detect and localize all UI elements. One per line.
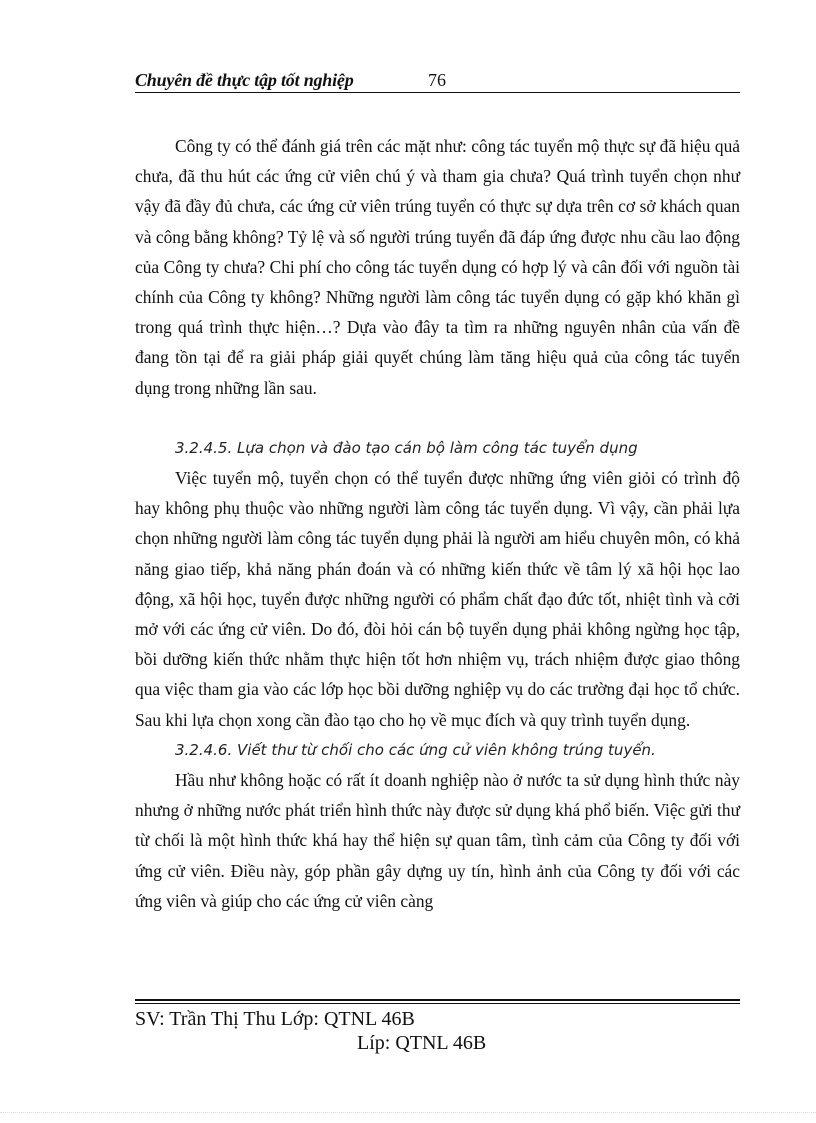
section-heading: 3.2.4.6. Viết thư từ chối cho các ứng cử viên không trúng tuyển. [175, 740, 656, 759]
paragraph: Công ty có thể đánh giá trên các mặt như: công tác tuyển mộ thực sự đã hiệu quả chưa, đã thu hút các ứng cử viên chú ý và tham gia chưa? Quá trình tuyển chọn như vậy đã đầy đủ chưa, các ứng cử viên trúng tuyển có thực sự dựa trên cơ sở khách quan và công bằng không? Tỷ lệ và số người trúng tuyển đã đáp ứng được nhu cầu lao động của Công ty chưa? Chi phí cho công tác tuyển dụng có hợp lý và cân đối với nguồn tài chính của Công ty không? Những người làm công tác tuyển dụng có gặp khó khăn gì trong quá trình thực hiện…? Dựa vào đây ta tìm ra những nguyên nhân của vấn đề đang tồn tại để ra giải pháp giải quyết chúng làm tăng hiệu quả của công tác tuyển dụng trong những lần sau. [135, 136, 740, 398]
footer-class-info: Líp: QTNL 46B [357, 1032, 487, 1054]
footer-divider [135, 999, 740, 1001]
footer-divider-thin [135, 1003, 740, 1004]
page-body [135, 131, 740, 916]
page-number: 76 [428, 70, 446, 90]
page-header [135, 70, 740, 92]
paragraph: Việc tuyển mộ, tuyển chọn có thể tuyển được những ứng viên giỏi có trình độ hay không phụ thuộc vào những người làm công tác tuyển dụng. Vì vậy, cần phải lựa chọn những người làm công tác tuyển dụng phải là người am hiểu chuyên môn, có khả năng giao tiếp, khả năng phán đoán và có những kiến thức về tâm lý xã hội học lao động, xã hội học, tuyển được những người có phẩm chất đạo đức tốt, nhiệt tình và cởi mở với các ứng cử viên. Do đó, đòi hỏi cán bộ tuyển dụng phải không ngừng học tập, bồi dưỡng kiến thức nhằm thực hiện tốt hơn nhiệm vụ, trách nhiệm được giao thông qua việc tham gia vào các lớp học bồi dưỡng nghiệp vụ do các trường đại học tổ chức. Sau khi lựa chọn xong cần đào tạo cho họ về mục đích và quy trình tuyển dụng. [135, 468, 740, 730]
header-divider [135, 92, 740, 93]
footer-student-info: SV: Trần Thị Thu Lớp: QTNL 46B [135, 1008, 415, 1030]
document-title: Chuyên đề thực tập tốt nghiệp [135, 70, 354, 90]
page-edge [0, 1112, 816, 1113]
paragraph: Hầu như không hoặc có rất ít doanh nghiệp nào ở nước ta sử dụng hình thức này nhưng ở những nước phát triển hình thức này được sử dụng khá phổ biến. Việc gửi thư từ chối là một hình thức khá hay thể hiện sự quan tâm, tình cảm của Công ty đối với ứng cử viên. Điều này, góp phần gây dựng uy tín, hình ảnh của Công ty đối với các ứng viên và giúp cho các ứng cử viên càng [135, 770, 740, 911]
spacer [135, 403, 740, 433]
section-heading: 3.2.4.5. Lựa chọn và đào tạo cán bộ làm công tác tuyển dụng [175, 438, 638, 457]
